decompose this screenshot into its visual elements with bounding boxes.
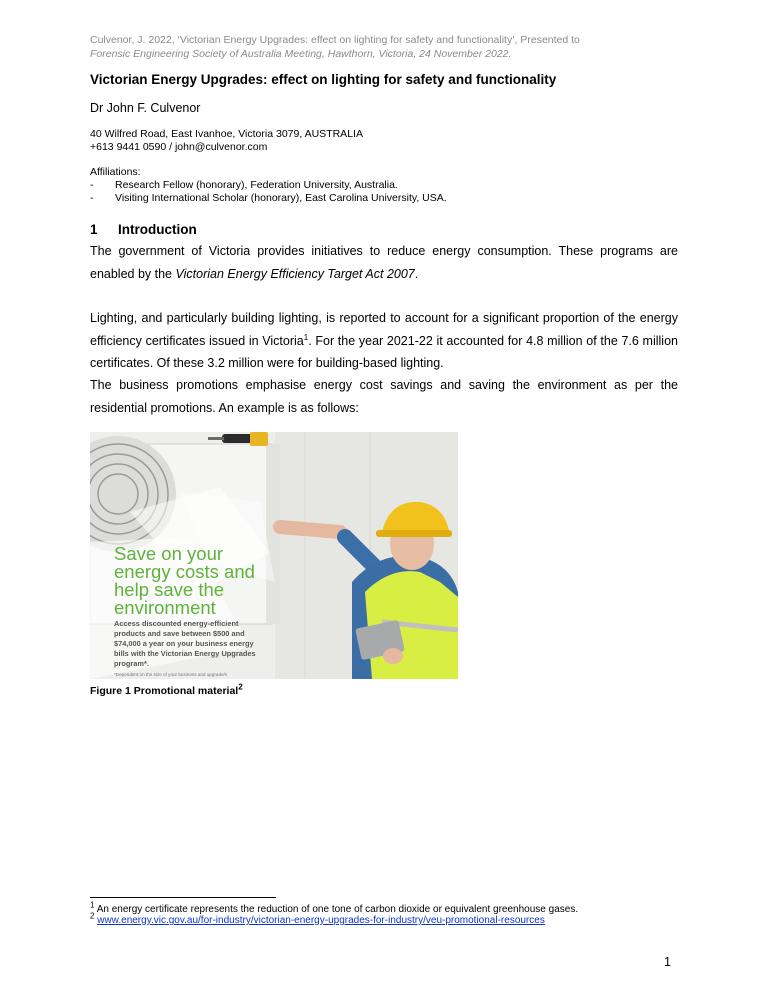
running-header [90, 33, 678, 61]
promotional-image [90, 432, 458, 679]
promo-headline-line: energy costs and [114, 561, 255, 582]
footnote-mark: 1 [90, 900, 95, 910]
bullet-dash: - [90, 192, 94, 204]
affiliation-text: Research Fellow (honorary), Federation University, Australia. [115, 179, 398, 191]
paragraph-2-text-a: Lighting, and particularly building lighting, is reported to account for a significant proportion of the energy efficiency certificates issued in Victoria [90, 311, 678, 348]
affiliations [90, 166, 447, 205]
paragraph-1 [90, 240, 678, 285]
footnote-ref-1[interactable]: 1 [303, 332, 309, 342]
promo-body-line: $74,000 a year on your business energy [114, 639, 254, 648]
paragraph-3: The business promotions emphasise energy cost savings and saving the environment as per the residential promotions. An example is as follows: [90, 378, 678, 415]
promo-fine-print: *Dependent on the size of your business and upgrade/s [114, 672, 228, 677]
affiliations-label: Affiliations: [90, 166, 141, 178]
footnote-mark: 2 [90, 911, 95, 921]
footnote-link[interactable]: www.energy.vic.gov.au/for-industry/victorian-energy-upgrades-for-industry/veu-promotional-resources [97, 915, 545, 926]
figure-caption [90, 682, 243, 697]
promo-body-line: program*. [114, 659, 149, 668]
running-header-line1: Culvenor, J. 2022, ‘Victorian Energy Upgrades: effect on lighting for safety and functionality’, Presented to [90, 34, 580, 46]
affiliation-text: Visiting International Scholar (honorary), East Carolina University, USA. [115, 192, 447, 204]
section-title: Introduction [118, 222, 197, 237]
footnote-ref-2[interactable]: 2 [238, 682, 243, 692]
bullet-dash: - [90, 179, 94, 191]
section-heading [90, 222, 197, 237]
contact-block [90, 128, 363, 154]
act-title: Victorian Energy Efficiency Target Act 2007 [175, 266, 415, 281]
paragraph-2 [90, 307, 678, 375]
paper-title: Victorian Energy Upgrades: effect on lighting for safety and functionality [90, 72, 557, 87]
promo-body-line: Access discounted energy-efficient [114, 619, 239, 628]
phone-email: +613 9441 0590 / john@culvenor.com [90, 141, 268, 153]
footnote-2 [90, 911, 545, 926]
promo-headline-line: environment [114, 597, 216, 618]
page-number: 1 [664, 955, 671, 969]
running-header-line2: Forensic Engineering Society of Australia Meeting, Hawthorn, Victoria, 24 November 2022. [90, 48, 512, 60]
footnote-1 [90, 900, 579, 915]
paragraph-1-end: . [414, 266, 419, 281]
address: 40 Wilfred Road, East Ivanhoe, Victoria 3079, AUSTRALIA [90, 128, 363, 140]
affiliation-item [90, 192, 447, 205]
author-name: Dr John F. Culvenor [90, 101, 201, 115]
paragraph-1-text: The government of Victoria provides initiatives to reduce energy consumption. These programs are enabled by the [90, 244, 678, 281]
promo-headline-line: help save the [114, 579, 225, 600]
promo-body-line: products and save between $500 and [114, 629, 245, 638]
footnote-divider [90, 897, 276, 898]
promo-body-line: bills with the Victorian Energy Upgrades [114, 649, 256, 658]
paragraph-2-text-b: . For the year 2021-22 it accounted for 4.8 million of the 7.6 million certificates. Of these 3.2 million were for building-based lighting. [90, 333, 678, 370]
section-number: 1 [90, 222, 98, 237]
promo-headline-line: Save on your [114, 543, 224, 564]
figure-caption-text: Figure 1 Promotional material [90, 685, 239, 697]
affiliation-item [90, 179, 447, 192]
footnote-text: An energy certificate represents the reduction of one tone of carbon dioxide or equivalent greenhouse gases. [96, 904, 579, 915]
